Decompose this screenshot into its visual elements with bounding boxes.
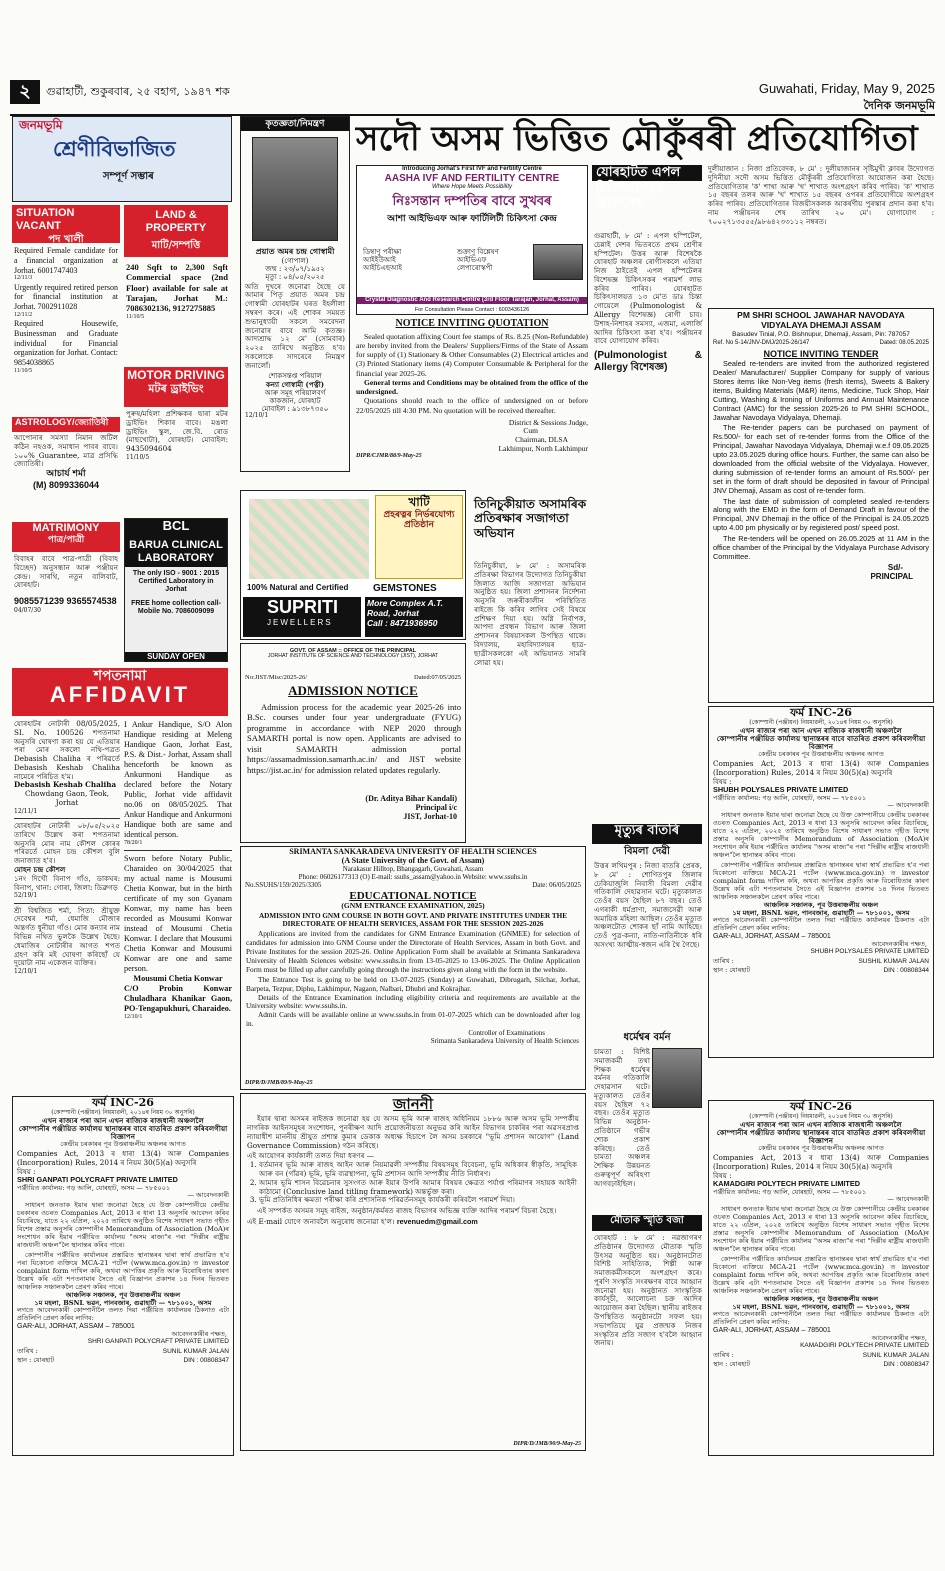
ssuhs-educational-notice: SRIMANTA SANKARADEVA UNIVERSITY OF HEALTH SCIENCES (A State University of the Govt. of Assam) Narakasur Hilltop, Bhangagarh, Guwahati, Assam Phone: 06026177313 (O) E-mail: ssuhs_assam@yahoo.in Website: www.ssuhs.in No.SSUHS/159/2025/3305 Date: 06/05/2025 EDUCATIONAL NOTICE (GNM ENTRANCE EXAMINATION, 2025) ADMISSION INTO GNM COURSE IN BOTH GOVT. AND PRIVATE INSTITUTES UNDER THE DIRECTORATE OF HEALTH SERVICES, ASSAM FOR THE SESSION 2025-2026 Applications are invited from the candidates for GNM Entrance Examination (GNMEE) for selection of candidates for admission into GNM Course under the Directorate of Health Services, Assam in both Govt. and Private Institutes for the session 2025-26. Online Application Form shall be available at Srimanta Sankaradeva University of Health Sciences website: www.ssuhs.in from 13-05-2025 to 13-06-2025. The Online Application Form must be filled up after carefully going through the instructions given along with the form in the website. The Entrance Test is going to be held on 13-07-2025 (Sunday) at Guwahati, Dibrugarh, Silchar, Jorhat, Barpeta, Tezpur, Diphu, Lakhimpur, Nagaon, Nalbari, Dhubri and Kokrajhar. Details of the Entrance Examination including eligibility criteria and requirements are available at the University website: www.ssuhs.in. Admit Cards will be available online at www.ssuhs.in from 01-07-2025 which can be downloaded after log in. Controller of Examinations Srimanta Sankaradeva University of Health Sciences DIPR/D/JMB/89/9-May-25 bbox=[240, 846, 586, 1090]
header-date-assamese: গুৱাহাটী, শুকুৰবাৰ, ২৫ বহাগ, ১৯৪৭ শক bbox=[46, 85, 230, 98]
service-item: আইভিএফ bbox=[457, 256, 487, 265]
service-item: আইচিএছআই bbox=[363, 264, 402, 273]
obituary-photo bbox=[252, 137, 338, 241]
janani-notice: জাননী ইয়াৰ দ্বাৰা অসমৰ ৰাইজক জনোৱা হয় যে অসম ভূমি আৰু ৰাজহ অধিনিয়ম ১৮৮৬ আৰু অসম ভূমি সম্পৰ্কীয় নাগৰিক আইনসমূহৰ সংশোধন, পুনৰীক্ষণ আদি প্ৰয়োজনীয়তা অনুভৱ কৰি আইন বিভাগৰ চাকৰিৰ পৰা অৱসৰপ্ৰাপ্ত ন্যায়াধীশ মাননীয় শ্ৰীযুত প্ৰশান্ত কুমাৰ ডেকাক অধ্যক্ষ হিচাপে লৈ অসম চৰকাৰে "ভূমি প্ৰশাসন আয়োগ" (Land Governance Commission) গঠন কৰিছে। এই আয়োগৰ কাৰ্যকালী তলত দিয়া ধৰণৰ — 1. বৰ্তমানৰ ভূমি আৰু ৰাজহ আইন আৰু নিয়মাৱলী সম্পৰ্কীয় বিষয়সমূহ বিবেচনা, ভূমি অধিকাৰ স্বীকৃতি, সামূহিক আৰু বন (গাঁৱৰ) ভূমি, ভূমি ব্যৱস্থাপনা, ভূমি প্ৰশাসন আদি সম্পৰ্কীয় নীতি নিৰ্ধাৰণ। 2. আমাৰ ভূমি শাসন বিৱেচনাৰ সুসংগত আৰু ইয়াৰ উপৰি আমাৰ বিষয়ৰ ক্ষেত্ৰত পৰ্যাপ্ত পৰিমাণৰ সহায়ক আইনী কাঠামো (Conclusive land titling framework) অন্তৰ্ভুক্ত কৰা। 3. ভূমি প্ৰতিনিধিৰ ক্ষমতা পৰীক্ষা কৰি প্ৰশাসনিক পৰিৱৰ্তনসমূহ কাৰ্যকৰী কৰিবলৈ পৰামৰ্শ দিয়া। এই সম্পৰ্কত অসমৰ সমূহ ৰাইজ, অনুষ্ঠান/কৰ্মৰত ৰাজহ বিভাগৰ অভিজ্ঞ ব্যক্তি আদিৰ পৰামৰ্শ বিচৰা হৈছে। এই E-mail যোগে জনাবলৈ অনুৰোধ জনোৱা হ'ল। revenuedm@gmail.com DIPR/D/JMB/90/9-May-25 bbox=[240, 1093, 586, 1451]
doctor-news-title: যোৰহাটত এপল চিকিৎসালয়ৰ চিকিৎসক bbox=[596, 165, 681, 212]
dharmeswar-photo bbox=[652, 1048, 702, 1108]
gems-ad: খাটি প্ৰহৰত্নৰ নিৰ্ভৰযোগ্য প্ৰতিষ্ঠান 100% Natural and Certified GEMSTONES SUPRITI JEWELLERS More Complex A.T. Road, Jorhat Call : 8471936950 bbox=[240, 490, 466, 640]
astrology-ad: আপোনাৰ সমস্যা নিমান জটিল কঠিন নহওক, সমাধান পাবৰ বাবে। ১০০% Guarantee, মাত্ৰ প্ৰসিদ্ধি জ্যোতিষী। আচাৰ্য শৰ্মা (M) 8099336044 bbox=[14, 433, 118, 491]
admission-notice: GOVT. OF ASSAM :: OFFICE OF THE PRINCIPAL JORHAT INSTITUTE OF SCIENCE AND TECHNOLOGY (JIST), JORHAT No:JIST/Misc/2025-26/ Dated:07/05/2025 ADMISSION NOTICE Admission process for the academic year 2025-26 into B.Sc. courses under four year undergraduate (FYUG) programme in accordance with NEP 2020 through SAMARTH portal is now open. Applicants are advised to visit SAMARTH admission portal https://assamadmission.samarth.ac.in/ and JIST website https://jist.ac.in/ for admission related updates regularly. (Dr. Aditya Bihar Kandali) Principal i/c JIST, Jorhat-10 bbox=[240, 643, 466, 843]
mukanda-news: দুলীয়াজান : নিজা প্ৰতিবেদক, ৮ মে' : দুলীয়াজানৰ সৃষ্টিমুখী ক্লাবৰ উদ্যোগত দুদিনীয়া সদৌ অসম ভিত্তিত মৌকুঁৰৰী প্ৰতিযোগিতা আয়োজন কৰা হৈছে। প্ৰতিযোগিতাৰ 'ক' শাখা আৰু 'খ' শাখাত অংশগ্ৰহণ কৰিব পাৰিব। 'ক' শাখাত ১৫ বছৰৰ তলৰ আৰু 'খ' শাখাত ১৫ বছৰৰ ওপৰৰ প্ৰতিযোগীয়ে অংশগ্ৰহণ কৰিব পাৰিব। প্ৰতিযোগিতাৰ বিজয়ীসকলক আকৰ্ষণীয় পুৰস্কাৰ প্ৰদান কৰা হ'ব। নাম পঞ্জীয়নৰ শেষ তাৰিখ ২০ মে'। যোগাযোগ : ৭০০২৭১৩৫৫৫/৯৮৬৪২৩৩১১২ নম্বৰত। bbox=[708, 164, 934, 226]
classifieds-title: শ্ৰেণীবিভাজিত bbox=[53, 136, 176, 161]
dharmeswar-name: ধৰ্মেশ্বৰ বৰ্মন bbox=[623, 1032, 671, 1043]
bcl-lab-ad: BCL BARUA CLINICAL LABORATORY The only ISO - 9001 : 2015 Certified Laboratory in Jorhat FREE home collection call- Mobile No. 7086009099 SUNDAY OPEN bbox=[124, 518, 228, 662]
death-news: উত্তৰ লখিমপুৰ : নিজা বাতৰি প্ৰেৰক, ৮ মে' : শোণিতপুৰ জিলাৰ ঢেকিয়াজুলি নিবাসী বিমলা দেৱীৰ গতিকালি দেহাৱসান ঘটে। মৃত্যুকালত তেওঁৰ বয়স হৈছিল ৮৭ বছৰ। তেওঁ এগৰাকী ধৰ্মপ্ৰাণা, সমাজসেৱী আৰু অমায়িক মহিলা আছিল। তেওঁৰ মৃত্যুত অঞ্চলটোত শোকৰ ছাঁ নামি আহিছে। তেওঁ পুত্ৰ-কন্যা, নাতি-নাতিনীকে ধৰি অসংখ্য আত্মীয়-স্বজন এৰি থৈ গৈছে। bbox=[594, 861, 702, 950]
classifieds-brand: জনমভূমি bbox=[19, 118, 63, 132]
aasha-photo bbox=[533, 244, 583, 280]
doctor-news: গুৱাহাটী, ৮ মে' : এপল হস্পিটেল, চেন্নাই দেশৰ ভিতৰতে প্ৰথম শ্ৰেণীৰ হস্পিটেল। উত্তৰ আৰু বিশেষকৈ যোৰহাট অঞ্চলৰ ৰোগীসকলে এতিয়া নিজ ঠাইতেই এপল হস্পিটেলৰ বিশেষজ্ঞ চিকিৎসকৰ পৰামৰ্শ লাভ কৰিব পাৰিব। যোৰহাটত চিকিৎসালয়ত ১৩ মে'ত ডাঃ চিন্তা গোয়েলে (Pulmonologist & Allergy বিশেষজ্ঞ) ৰোগী চাব। উশাহ-নিশাহৰ সমস্যা, এজমা, এলাৰ্জি আদিৰ চিকিৎসা কৰা হ'ব। পঞ্জীয়নৰ বাবে যোগাযোগ কৰিব। (Pulmonologist & Allergy বিশেষজ্ঞ) bbox=[594, 231, 702, 374]
classified-ad: Required Housewife, Businessman and Graduate individual for Financial organization for Jorhat. Contact: 9854038865 bbox=[14, 319, 118, 368]
inc26-ganpati: ফৰ্ম INC-26 (কোম্পানী (পঞ্জীয়ন) নিয়মাৱলী, ২০১৪ৰ নিয়ম ৩০ অনুসৰি) এখন ৰাজ্যৰ পৰা আন এখন ৰাজ্যিক ৰাজধানী অঞ্চললৈ কোম্পানীৰ পঞ্জীয়িত কাৰ্যালয় স্থানান্তৰৰ বাবে বাতৰিত প্ৰকাশ কৰিবলগীয়া বিজ্ঞাপন কেন্দ্ৰীয় চৰকাৰৰ পূব উত্তৰাঞ্চলীয় অঞ্চলৰ আগত Companies Act, 2013 ৰ ধাৰা 13(4) আৰু Companies (Incorporation) Rules, 2014 ৰ নিয়ম 30(5)(a) অনুসৰি বিষয় : SHRI GANPATI POLYCRAFT PRIVATE LIMITED পঞ্জীয়িত কাৰ্যালয়: গড় আলি, যোৰহাট, অসম — ৭৮৫০০১ — আবেদনকাৰী সাধাৰণ জনতাক ইয়াৰ দ্বাৰা জনোৱা হৈছে যে উক্ত কোম্পানীয়ে কেন্দ্ৰীয় চৰকাৰৰ ওচৰত Companies Act, 2013 ৰ ধাৰা 13 অনুসৰি আবেদন কৰিব বিচাৰিছে, যাতে ২২ এপ্ৰিল, ২০২৫ তাৰিখে অনুষ্ঠিত বিশেষ সাধাৰণ সভাত গৃহীত বিশেষ প্ৰস্তাৱ অনুসৰি কোম্পানীৰ Memorandum of Association (MoA)ৰ সংশোধন কৰি ইয়াৰ পঞ্জীয়িত কাৰ্যালয় "অসম ৰাজ্য"ৰ পৰা "দিল্লীৰ ৰাষ্ট্ৰীয় ৰাজধানী অঞ্চল"লৈ স্থানান্তৰ কৰিব পাৰে। কোম্পানীৰ পঞ্জীয়িত কাৰ্যালয়ৰ প্ৰস্তাৱিত স্থানান্তৰৰ দ্বাৰা স্বাৰ্থ প্ৰভাৱিত হ'ব পৰা যিকোনো ব্যক্তিয়ে MCA-21 পৰ্টেল (www.mca.gov.in) ত investor complaint form দাখিল কৰি, অথবা আপত্তিৰ প্ৰকৃতি আৰু বিৰোধিতাৰ কাৰণ উল্লেখ কৰি এটা শপতনামাৰ সৈতে এই বিজ্ঞাপন প্ৰকাশৰ ১৪ দিনৰ ভিতৰত আঞ্চলিক সঞ্চালকলৈ প্ৰেৰণ কৰিব পাৰে। আঞ্চলিক সঞ্চালক, পূব উত্তৰাঞ্চলীয় অঞ্চল ১ম মহলা, BSNL ভৱন, পানবজাৰ, গুৱাহাটী — ৭৮১০০১, অসম লগতে আবেদনকাৰী কোম্পানীলৈ তলত দিয়া পঞ্জীয়িত কাৰ্যালয়ৰ ঠিকনাত এটা প্ৰতিলিপি প্ৰেৰণ কৰিব লাগিব: GAR-ALI, JORHAT, ASSAM – 785001 আবেদনকাৰীৰ পক্ষত, SHRI GANPATI POLYCRAFT PRIVATE LIMITED তাৰিখ : SUNIL KUMAR JALAN স্থান : যোৰহাট DIN : 00808347 bbox=[12, 1096, 234, 1456]
death-person-name: বিমলা দেৱী bbox=[624, 846, 670, 857]
astrology-heading: ASTROLOGY/জ্যোতিষী bbox=[12, 417, 120, 432]
main-headline: সদৌ অসম ভিত্তিত মৌকুঁৰৰী প্ৰতিযোগিতা bbox=[356, 119, 918, 159]
affidavit-entry: যোৰহাটৰ নোটাৰী 08/05/2025, SI. No. 100526 শপতনামা অনুসৰি ঘোষণা কৰা হয় যে এতিয়াৰ পৰা মোৰ সকলো নথি-পত্ৰত Debasish Chaliha ৰ পৰিৱৰ্তে Debasish Keshab Chaliha নামেৰে পৰিচিত হ'ম। bbox=[14, 719, 120, 781]
land-property-heading: LAND & PROPERTY মাটি/সম্পত্তি bbox=[124, 205, 228, 257]
death-news-heading: মৃত্যুৰ বাতৰি bbox=[592, 824, 702, 844]
supriti-logo: SUPRITI JEWELLERS bbox=[243, 597, 361, 637]
matrimony-ad: বিবাহৰ বাবে পাত্ৰ-পাত্ৰী (বিবাহ বিচ্ছেদ) অনুসন্ধান আৰু পঞ্জীয়ন কেন্দ্ৰ। সাৰথি, নতুন বালিবাট, যোৰহাট। 9085571239 9365574538 04/07/30 bbox=[14, 554, 118, 615]
janani-item: 3. ভূমি প্ৰতিনিধিৰ ক্ষমতা পৰীক্ষা কৰি প্ৰশাসনিক পৰিৱৰ্তনসমূহ কাৰ্যকৰী কৰিবলৈ পৰামৰ্শ দিয়া। bbox=[259, 1196, 577, 1205]
obituary-heading: কৃতজ্ঞতা/নিমন্ত্ৰণ bbox=[241, 117, 349, 131]
navodaya-tender: PM SHRI SCHOOL JAWAHAR NAVODAYA VIDYALAYA DHEMAJI ASSAM Basudev Tinial, P.O. Bishnupur, Dhemaji, Assam, Pin: 787057 Ref. No 5-14/JNV-DMJ/2025-26/147 Dated: 08.05.2025 NOTICE INVITING TENDER Sealed re-tenders are invited from the authorized registered Dealer/ Manufacturer/ Supplier Company for supply of various Stores items like Non-Veg items (fresh items), Sweets & Bakery items, Building Materials (M&R) items, Medicine, Tuck Shop, Hair Cutting, Washing & Ironing of Uniforms and Annual Maintenance Contract (AMC) for the session 2025-26 to PM SHRI SCHOOL, Jawahar Navodaya Vidyalaya, Dhemaji. The Re-tender papers can be purchased on payment of Rs.500/- for each set of re-tender forms from the Office of the Principal, Jawahar Navodaya Vidyalaya, Dhemaji w.e.f 09.05.2025 upto 23.05.2025 during office hours. Further, the same can also be downloaded from the official website of the Vidyalaya. However, during submission of re-tender forms an amount of Rs.500/- per set in the form of draft should be deposited in favour of Principal JNV Dhemaji, Assam as cost of re-tender form. The last date of submission of completed sealed re-tenders along with the EMD in the form of Demand Draft in favour of the Principal, JNV Dhemaji in the office of the Principal is 24.05.2025 upto 4.00 pm physically or by registered post/ speed post. The Re-tenders will be opened on 26.05.2025 at 11 AM in the office chamber of the Principal by the Vidyalaya Purchase Advisory Committee. Sd/- PRINCIPAL bbox=[708, 308, 934, 703]
classifieds-subtitle: সম্পূৰ্ণ সম্ভাৰ bbox=[103, 171, 154, 182]
janani-item: 1. বৰ্তমানৰ ভূমি আৰু ৰাজহ আইন আৰু নিয়মাৱলী সম্পৰ্কীয় বিষয়সমূহ বিবেচনা, ভূমি অধিকাৰ স্বীকৃতি, সামূহিক আৰু বন (গাঁৱৰ) ভূমি, ভূমি ব্যৱস্থাপনা, ভূমি প্ৰশাসন আদি সম্পৰ্কীয় নীতি নিৰ্ধাৰণ। bbox=[259, 1161, 577, 1179]
janani-items bbox=[241, 1161, 585, 1205]
gems-image bbox=[249, 499, 369, 579]
gems-badge: খাটি প্ৰহৰত্নৰ নিৰ্ভৰযোগ্য প্ৰতিষ্ঠান bbox=[375, 495, 463, 579]
situation-vacant-list: Required Female candidate for a financial organization at Jorhat. 6001747403 12/11/3 Urgently required retired person for financial institution at Jorhat. 7002911028 12/11/2 Required Housewife, Businessman and Graduate individual for Financial organization for Jorhat. Contact: 9854038865 11/10/5 bbox=[14, 246, 118, 374]
motor-driving-ad: পুৰুষ/মহিলা প্ৰশিক্ষকৰ দ্বাৰা মটৰ ড্ৰাইভিং শিকাৰ বাবে। মঙলা ড্ৰাইভিং স্কুল, জে.বি. ৰোড (মাছখোটা), যোৰহাট। মোবাইল: 9435094604 11/10/5 bbox=[126, 409, 228, 461]
service-item: ডিম্বাণু পৰীক্ষা bbox=[363, 248, 402, 256]
matrimony-heading: MATRIMONY পাত্ৰ/পাত্ৰী bbox=[12, 522, 120, 552]
page-header bbox=[10, 80, 935, 118]
affidavit-entry: I Ankur Handique, S/O Alon Handique residing at Meleng Handique Gaon, Jorhat East, P.S. & Dist.- Jorhat, Assam shall henceforth be known as Ankurmoni Handique as declared before the Notary Public, Jorhat vide affidavit no.06 on 08/05/2025. That Ankur Handique and Ankurmoni Handique both are same and identical person. bbox=[124, 720, 233, 839]
moutak-news-heading: মৌতাক স্মৃতি বজা bbox=[592, 1215, 702, 1231]
janani-item: 2. আমাৰ ভূমি শাসন বিৱেচনাৰ সুসংগত আৰু ইয়াৰ উপৰি আমাৰ বিষয়ৰ ক্ষেত্ৰত পৰ্যাপ্ত পৰিমাণৰ সহায়ক আইনী কাঠামো (Conclusive land titling framework) অন্তৰ্ভুক্ত কৰা। bbox=[259, 1179, 577, 1197]
inc26-shubh: ফৰ্ম INC-26 (কোম্পানী (পঞ্জীয়ন) নিয়মাৱলী, ২০১৪ৰ নিয়ম ৩০ অনুসৰি) এখন ৰাজ্যৰ পৰা আন এখন ৰাজ্যিক ৰাজধানী অঞ্চললৈ কোম্পানীৰ পঞ্জীয়িত কাৰ্যালয় স্থানান্তৰৰ বাবে বাতৰিত প্ৰকাশ কৰিবলগীয়া বিজ্ঞাপন কেন্দ্ৰীয় চৰকাৰৰ পূব উত্তৰাঞ্চলীয় অঞ্চলৰ আগত Companies Act, 2013 ৰ ধাৰা 13(4) আৰু Companies (Incorporation) Rules, 2014 ৰ নিয়ম 30(5)(a) অনুসৰি বিষয় : SHUBH POLYSALES PRIVATE LIMITED পঞ্জীয়িত কাৰ্যালয়: গড় আলি, যোৰহাট, অসম — ৭৮৫০০১ — আবেদনকাৰী সাধাৰণ জনতাক ইয়াৰ দ্বাৰা জনোৱা হৈছে যে উক্ত কোম্পানীয়ে কেন্দ্ৰীয় চৰকাৰৰ ওচৰত Companies Act, 2013 ৰ ধাৰা 13 অনুসৰি আবেদন কৰিব বিচাৰিছে, যাতে ২২ এপ্ৰিল, ২০২৫ তাৰিখে অনুষ্ঠিত বিশেষ সাধাৰণ সভাত গৃহীত বিশেষ প্ৰস্তাৱ অনুসৰি কোম্পানীৰ Memorandum of Association (MoA)ৰ সংশোধন কৰি ইয়াৰ পঞ্জীয়িত কাৰ্যালয় "অসম ৰাজ্য"ৰ পৰা "দিল্লীৰ ৰাষ্ট্ৰীয় ৰাজধানী অঞ্চল"লৈ স্থানান্তৰ কৰিব পাৰে। কোম্পানীৰ পঞ্জীয়িত কাৰ্যালয়ৰ প্ৰস্তাৱিত স্থানান্তৰৰ দ্বাৰা স্বাৰ্থ প্ৰভাৱিত হ'ব পৰা যিকোনো ব্যক্তিয়ে MCA-21 পৰ্টেল (www.mca.gov.in) ত investor complaint form দাখিল কৰি, অথবা আপত্তিৰ প্ৰকৃতি আৰু বিৰোধিতাৰ কাৰণ উল্লেখ কৰি এটা শপতনামাৰ সৈতে এই বিজ্ঞাপন প্ৰকাশৰ ১৪ দিনৰ ভিতৰত আঞ্চলিক সঞ্চালকলৈ প্ৰেৰণ কৰিব পাৰে। আঞ্চলিক সঞ্চালক, পূব উত্তৰাঞ্চলীয় অঞ্চল ১ম মহলা, BSNL ভৱন, পানবজাৰ, গুৱাহাটী — ৭৮১০০১, অসম লগতে আবেদনকাৰী কোম্পানীলৈ তলত দিয়া পঞ্জীয়িত কাৰ্যালয়ৰ ঠিকনাত এটা প্ৰতিলিপি প্ৰেৰণ কৰিব লাগিব: GAR-ALI, JORHAT, ASSAM – 785001 আবেদনকাৰীৰ পক্ষত, SHUBH POLYSALES PRIVATE LIMITED তাৰিখ : SUSHIL KUMAR JALAN স্থান : যোৰহাট DIN : 00808344 bbox=[708, 706, 934, 1058]
moutak-news: যোৰহাট : ৮ মে' : নৱজাগৰণ প্ৰতিষ্ঠানৰ উদ্যোগত মৌতাক স্মৃতি উৎসৱ অনুষ্ঠিত হয়। অনুষ্ঠানটোত বিশিষ্ট সাহিত্যিক, শিল্পী আৰু সমাজকৰ্মীসকলে অংশগ্ৰহণ কৰে। পুৰণি সংস্কৃতি সংৰক্ষণৰ বাবে আহ্বান জনোৱা হয়। অনুষ্ঠানত সাংস্কৃতিক কাৰ্যসূচী, আলোচনা চক্ৰ আদিৰ আয়োজন কৰা হৈছিল। স্থানীয় ৰাইজৰ উপস্থিতিত অনুষ্ঠানটো সফল হয়। সভাপতিয়ে যুৱ প্ৰজন্মক নিজৰ সংস্কৃতিৰ প্ৰতি সজাগ হ'বলৈ আহ্বান জনায়। bbox=[594, 1233, 702, 1348]
tinsukia-news: তিনিচুকীয়া, ৮ মে' : অসামৰিক প্ৰতিৰক্ষা বিভাগৰ উদ্যোগত তিনিচুকীয়া জিলাত আজি সজাগতা অভিযান অনুষ্ঠিত হয়। জিলা প্ৰশাসনৰ নিৰ্দেশনা অনুসৰি জৰুৰীকালীন পৰিস্থিতিত ৰাইজে কি কৰিব লাগিব সেই বিষয়ে প্ৰশিক্ষণ দিয়া হয়। অগ্নি নিৰ্বাপক, আপদা প্ৰবন্ধন বিভাগ আৰু জিলা প্ৰশাসনৰ বিষয়াসকল উপস্থিত থাকে। বিদ্যালয়, মহাবিদ্যালয়ৰ ছাত্ৰ-ছাত্ৰীসকলকো এই অভিযানত সামৰি লোৱা হয়। bbox=[474, 561, 586, 667]
service-item: শুক্ৰাণু বিশ্লেষণ bbox=[457, 248, 499, 256]
affidavit-entry: শ্ৰী বিশ্বজিত শৰ্মা, পিতা: শ্ৰীযুক্ত দেবেশ্বৰ শৰ্মা, ধেমাজি মৌজাৰ অন্তৰ্গত ধুনীয়া গাঁও। মোৰ কন্যাৰ নাম বিভিন্ন নথিত ভুলকৈ উল্লেখ হৈছে। ধেমাজিৰ নোটাৰীৰ আগত শপত গ্ৰহণ কৰি মই ঘোষণা কৰিছোঁ যে দুয়োটা নাম একেজন ব্যক্তিৰ। bbox=[14, 903, 120, 968]
affidavit-entry: যোৰহাটৰ নোটাৰী ০৮/০৫/২০২৫ তাৰিখে উল্লেখ কৰা শপতনামা অনুসৰি মোৰ নাম কৌশল কোৰৰ পৰিৱৰ্তে মোহন চন্দ্ৰ কৌশল বুলি জনাজাত হ'ব। bbox=[14, 818, 120, 866]
obituary-box: কৃতজ্ঞতা/নিমন্ত্ৰণ প্ৰয়াত অমৰ চন্দ্ৰ গোস্বামী (গোপাল) জন্ম : ২৩/০৭/১৯৫২ মৃত্যু : ০৪/০৫/২০২৫ অতি দুখৰে জনোৱা হৈছে যে আমাৰ পিতৃ প্ৰয়াত অমৰ চন্দ্ৰ গোস্বামী যোৰহাটৰ ঘৰত ইহলীলা সম্বৰণ কৰে। এই শোকৰ সময়ত শুভানুধ্যায়ী সকলে সমবেদনা জনোৱাৰ বাবে আমি কৃতজ্ঞ। আদ্যশ্ৰাদ্ধ ১২ মে' (সোমবাৰ) ২০২৫ তাৰিখে অনুষ্ঠিত হ'ব। সকলোকে সাদৰেৰে নিমন্ত্ৰণ জনালোঁ। শোকসন্তপ্ত পৰিয়াল কন্যা গোস্বামী (পত্নী) আৰু সমূহ পৰিয়ালবৰ্গ কাকজান, যোৰহাট মোবাইল : ৯১৩৮৭৩৫০ 12/10/1 bbox=[240, 116, 350, 472]
affidavit-entry: Sworn before Notary Public, Charaideo on 30/04/2025 that my actual name is Mousumi Chetia Konwar, but in the birth certificate of my son Gyanam Konwar, my name has been recorded as Mousumi Konwar instead of Mousumi Chetia Konwar. I declare that Mousumi Chetia Konwar and Mousumi Konwar are one and same person. bbox=[124, 850, 232, 974]
motor-driving-heading: MOTOR DRIVING মটৰ ড্ৰাইভিং bbox=[124, 367, 228, 407]
situation-vacant-heading: SITUATION VACANT পদ খালী bbox=[12, 205, 120, 243]
land-property-ad: 240 Sqft to 2,300 Sqft Commercial space (2nd Floor) available for sale at Tarajan, Jorhat M.: 7086302136, 9127275885 11/10/5 bbox=[126, 262, 228, 320]
classified-ad: Urgently required retired person for financial institution at Jorhat. 7002911028 bbox=[14, 282, 118, 312]
affidavit-column-2: I Ankur Handique, S/O Alon Handique residing at Meleng Handique Gaon, Jorhat East, P.S. & Dist.- Jorhat, Assam shall henceforth be known as Ankurmoni Handique as declared before the Notary Public, Jorhat vide affidavit no.06 on 08/05/2025. That Ankur Handique and Ankurmoni Handique both are same and identical person. 78/20/1 Sworn before Notary Public, Charaideo on 30/04/2025 that my actual name is Mousumi Chetia Konwar, but in the birth certificate of my son Gyanam Konwar, my name has been recorded as Mousumi Konwar instead of Mousumi Chetia Konwar. I declare that Mousumi Chetia Konwar and Mousumi Konwar are one and same person. Mousumi Chetia Konwar C/O Probin Konwar Chuladhara Khanikar Gaon, PO-Tengapukhuri, Charaideo. 12/10/1 bbox=[124, 720, 233, 1021]
dharmeswar-news: চামতা : বিশিষ্ট সমাজকৰ্মী তথা শিক্ষক ধৰ্মেশ্বৰ বৰ্মনৰ গতিকালি দেহাৱসান ঘটে। মৃত্যুকালত তেওঁৰ বয়স হৈছিল ৭২ বছৰ। তেওঁৰ মৃত্যুত বিভিন্ন অনুষ্ঠান-প্ৰতিষ্ঠানে গভীৰ শোক প্ৰকাশ কৰিছে। তেওঁ চামতা অঞ্চলৰ শৈক্ষিক উন্নয়নত গুৰুত্বপূৰ্ণ অৰিহণা আগবঢ়াইছিল। bbox=[594, 1047, 650, 1188]
classifieds-banner bbox=[12, 116, 232, 202]
aasha-ivf-ad: Introducing Jorhat's First IVF and Fertility Centre AASHA IVF AND FERTILITY CENTRE Where Hope Meets Possibility নিঃসন্তান দম্পতিৰ বাবে সুখবৰ আশা আইভিএফ আৰু ফাৰ্টিলিটী চিকিৎসা কেন্দ্ৰ ডিম্বাণু পৰীক্ষা আইইউআই আইচিএছআই শুক্ৰাণু বিশ্লেষণ আইভিএফ লেপাৰোস্কপী Crystal Diagnostic And Research Centre (3rd Floor Tarajan, Jorhat, Assam) For Consultation Please Contact : 6003436126 bbox=[356, 165, 588, 315]
page-number: ২ bbox=[10, 80, 40, 104]
affidavit-heading: শপতনামা AFFIDAVIT bbox=[12, 668, 228, 716]
header-brand: দৈনিক জনমভূমি bbox=[863, 99, 935, 112]
affidavit-column-1: যোৰহাটৰ নোটাৰী 08/05/2025, SI. No. 100526 শপতনামা অনুসৰি ঘোষণা কৰা হয় যে এতিয়াৰ পৰা মোৰ সকলো নথি-পত্ৰত Debasish Chaliha ৰ পৰিৱৰ্তে Debasish Keshab Chaliha নামেৰে পৰিচিত হ'ম। Debasish Keshab Chaliha Chowdang Gaon, Teok, Jorhat 12/11/1 যোৰহাটৰ নোটাৰী ০৮/০৫/২০২৫ তাৰিখে উল্লেখ কৰা শপতনামা অনুসৰি মোৰ নাম কৌশল কোৰৰ পৰিৱৰ্তে মোহন চন্দ্ৰ কৌশল বুলি জনাজাত হ'ব। মোহন চন্দ্ৰ কৌশল ১নং দিখৌ বিনাপ গাঁও, ডাকঘৰ: বিনাপ, থানা: গোৰা, জিলা: ডিব্ৰুগড় 52/19/1 শ্ৰী বিশ্বজিত শৰ্মা, পিতা: শ্ৰীযুক্ত দেবেশ্বৰ শৰ্মা, ধেমাজি মৌজাৰ অন্তৰ্গত ধুনীয়া গাঁও। মোৰ কন্যাৰ নাম বিভিন্ন নথিত ভুলকৈ উল্লেখ হৈছে। ধেমাজিৰ নোটাৰীৰ আগত শপত গ্ৰহণ কৰি মই ঘোষণা কৰিছোঁ যে দুয়োটা নাম একেজন ব্যক্তিৰ। 12/10/1 bbox=[14, 719, 120, 976]
header-date-english: Guwahati, Friday, May 9, 2025 bbox=[758, 81, 935, 96]
tinsukia-news-title: তিনিচুকীয়াত অসামৰিক প্ৰতিৰক্ষাৰ সজাগতা অভিযান bbox=[474, 497, 587, 540]
janani-email-link[interactable]: revenuedm@gmail.com bbox=[396, 1216, 478, 1226]
quotation-notice: NOTICE INVITING QUOTATION Sealed quotation affixing Court fee stamps of Rs. 8.25 (Non-Refundable) are hereby invited from the Dealers/ Suppliers/Firms of the State of Assam for supply of (1) Stationary & Other Consumables (2) Electrical articles and (3) Printed Stationary items (4) Computer Consumable & Peripheral for the financial year 2025-26. General terms and Conditions may be obtained from the office of the undersigned. Quotations should reach to the office of undersigned on or before 22/05/2025 till 4:30 PM. No quotation will be received thereafter. District & Sessions Judge, Cum Chairman, DLSA Lakhimpur, North Lakhimpur DIPR/CJMR/88/9-May-25 bbox=[356, 318, 588, 460]
service-item: লেপাৰোস্কপী bbox=[457, 264, 493, 273]
classified-ad: Required Female candidate for a financial organization at Jorhat. 6001747403 bbox=[14, 246, 118, 275]
service-item: আইইউআই bbox=[363, 256, 396, 265]
inc26-kamadgiri: ফৰ্ম INC-26 (কোম্পানী (পঞ্জীয়ন) নিয়মাৱলী, ২০১৪ৰ নিয়ম ৩০ অনুসৰি) এখন ৰাজ্যৰ পৰা আন এখন ৰাজ্যিক ৰাজধানী অঞ্চললৈ কোম্পানীৰ পঞ্জীয়িত কাৰ্যালয় স্থানান্তৰৰ বাবে বাতৰিত প্ৰকাশ কৰিবলগীয়া বিজ্ঞাপন কেন্দ্ৰীয় চৰকাৰৰ পূব উত্তৰাঞ্চলীয় অঞ্চলৰ আগত Companies Act, 2013 ৰ ধাৰা 13(4) আৰু Companies (Incorporation) Rules, 2014 ৰ নিয়ম 30(5)(a) অনুসৰি বিষয় : KAMADGIRI POLYTECH PRIVATE LIMITED পঞ্জীয়িত কাৰ্যালয়: গড় আলি, যোৰহাট, অসম — ৭৮৫০০১ — আবেদনকাৰী সাধাৰণ জনতাক ইয়াৰ দ্বাৰা জনোৱা হৈছে যে উক্ত কোম্পানীয়ে কেন্দ্ৰীয় চৰকাৰৰ ওচৰত Companies Act, 2013 ৰ ধাৰা 13 অনুসৰি আবেদন কৰিব বিচাৰিছে, যাতে ২২ এপ্ৰিল, ২০২৫ তাৰিখে অনুষ্ঠিত বিশেষ সাধাৰণ সভাত গৃহীত বিশেষ প্ৰস্তাৱ অনুসৰি কোম্পানীৰ Memorandum of Association (MoA)ৰ সংশোধন কৰি ইয়াৰ পঞ্জীয়িত কাৰ্যালয় "অসম ৰাজ্য"ৰ পৰা "দিল্লীৰ ৰাষ্ট্ৰীয় ৰাজধানী অঞ্চল"লৈ স্থানান্তৰ কৰিব পাৰে। কোম্পানীৰ পঞ্জীয়িত কাৰ্যালয়ৰ প্ৰস্তাৱিত স্থানান্তৰৰ দ্বাৰা স্বাৰ্থ প্ৰভাৱিত হ'ব পৰা যিকোনো ব্যক্তিয়ে MCA-21 পৰ্টেল (www.mca.gov.in) ত investor complaint form দাখিল কৰি, অথবা আপত্তিৰ প্ৰকৃতি আৰু বিৰোধিতাৰ কাৰণ উল্লেখ কৰি এটা শপতনামাৰ সৈতে এই বিজ্ঞাপন প্ৰকাশৰ ১৪ দিনৰ ভিতৰত আঞ্চলিক সঞ্চালকলৈ প্ৰেৰণ কৰিব পাৰে। আঞ্চলিক সঞ্চালক, পূব উত্তৰাঞ্চলীয় অঞ্চল ১ম মহলা, BSNL ভৱন, পানবজাৰ, গুৱাহাটী — ৭৮১০০১, অসম লগতে আবেদনকাৰী কোম্পানীলৈ তলত দিয়া পঞ্জীয়িত কাৰ্যালয়ৰ ঠিকনাত এটা প্ৰতিলিপি প্ৰেৰণ কৰিব লাগিব: GAR-ALI, JORHAT, ASSAM – 785001 আবেদনকাৰীৰ পক্ষত, KAMADGIRI POLYTECH PRIVATE LIMITED তাৰিখ : SUNIL KUMAR JALAN স্থান : যোৰহাট DIN : 00808347 bbox=[708, 1100, 934, 1456]
